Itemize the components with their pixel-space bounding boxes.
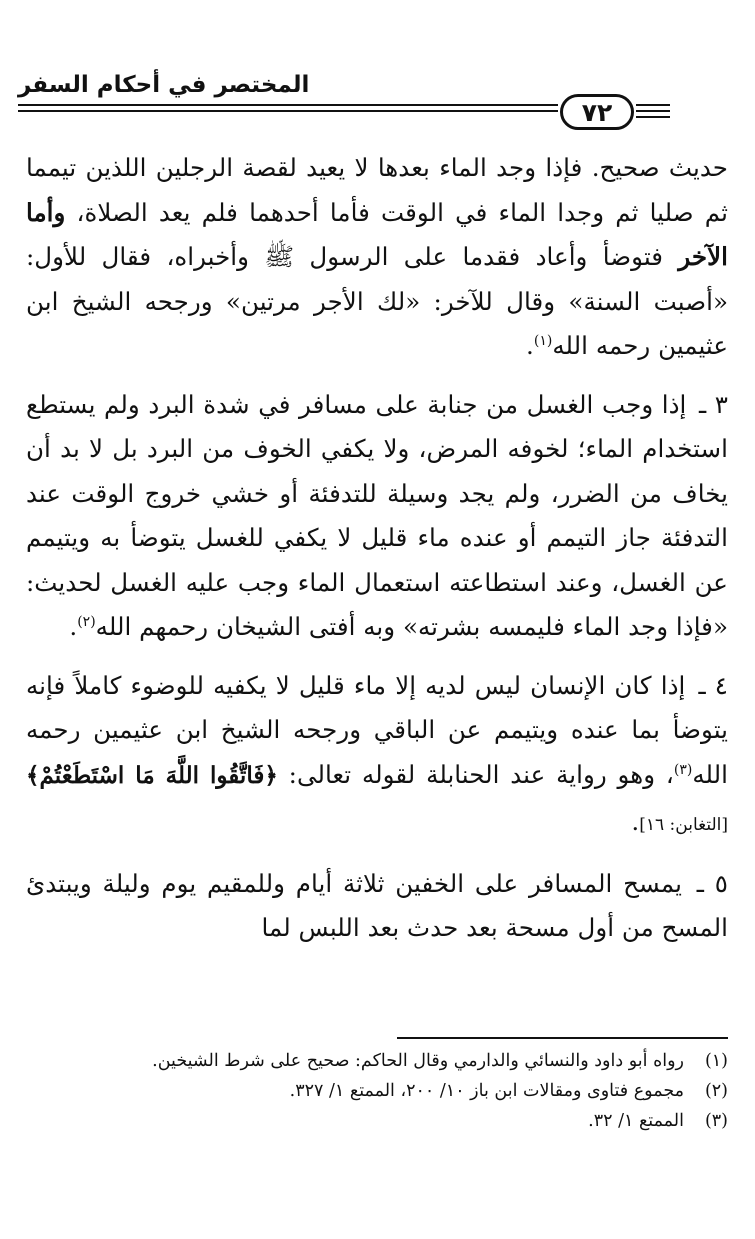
header-rule-bottom-left <box>18 110 558 112</box>
footnote-1 <box>26 1046 728 1076</box>
quran-verse: ﴿فَاتَّقُوا اللَّهَ مَا اسْتَطَعْتُمْ﴾ <box>26 761 278 789</box>
footnote-ref-2: (٢) <box>77 613 96 630</box>
footnote-number: (٣) <box>704 1111 728 1131</box>
paragraph-2-text: إذا وجب الغسل من جنابة على مسافر في شدة البرد ولم يستطع استخدام الماء؛ لخوفه المرض، ولا يكفي الخوف من البرد بل لا بد أن يخاف من الضرر، ولم يجد وسيلة للتدفئة أو خشي خروج الوقت عند التدفئة جاز التيمم أو عنده ماء قليل لا يكفي للغسل يتوضأ به ويتيمم عن الغسل، وعند استطاعته استعمال الماء وجب عليه الغسل لحديث: «فإذا وجد الماء فليمسه بشرته» وبه أفتى الشيخان رحمهم الله <box>26 389 728 641</box>
paragraph-3 <box>26 664 728 848</box>
footnote-text: الممتع ١/ ٣٢. <box>588 1111 684 1131</box>
paragraph-2 <box>26 383 728 650</box>
page-number: ٧٢ <box>560 94 634 130</box>
paragraph-4 <box>26 862 728 951</box>
footnote-number: (٢) <box>704 1081 728 1101</box>
footnote-separator <box>397 1037 728 1039</box>
paragraph-1-end: . <box>526 331 534 360</box>
item-number-4: ٤ ـ <box>698 670 728 700</box>
paragraph-1-text-c: فتوضأ وأعاد فقدما على الرسول ﷺ وأخبراه، فقال للأول: «أصبت السنة» وقال للآخر: «لك الأجر مرتين» ورجحه الشيخ ابن عثيمين رحمه الله <box>26 242 728 360</box>
item-number-3: ٣ ـ <box>699 389 729 419</box>
paragraph-3-text-a: إذا كان الإنسان ليس لديه إلا ماء قليل لا يكفيه للوضوء كاملاً فإنه يتوضأ بما عنده ويتيمم عن الباقي ورجحه الشيخ ابن عثيمين رحمه الله <box>26 670 728 789</box>
header-rule-top-left <box>18 104 558 106</box>
footnote-text: رواه أبو داود والنسائي والدارمي وقال الحاكم: صحيح على شرط الشيخين. <box>152 1051 684 1071</box>
footnote-text: مجموع فتاوى ومقالات ابن باز ١٠/ ٢٠٠، الممتع ١/ ٣٢٧. <box>289 1081 684 1101</box>
footnote-number: (١) <box>704 1051 728 1071</box>
header-rule-third-right <box>636 116 670 118</box>
paragraph-1 <box>26 146 728 369</box>
footnote-2 <box>26 1076 728 1106</box>
footnotes <box>26 1046 728 1136</box>
paragraph-3-text-b: ، وهو رواية عند الحنابلة لقوله تعالى: <box>277 759 674 789</box>
verse-reference: [التغابن: ١٦] <box>639 815 728 835</box>
main-text <box>26 146 728 965</box>
paragraph-1-bold: وأما الآخر <box>26 197 728 271</box>
header-rule-top-right <box>636 104 670 106</box>
footnote-ref-3: (٣) <box>673 761 693 778</box>
paragraph-4-text: يمسح المسافر على الخفين ثلاثة أيام وللمقيم يوم وليلة ويبتدئ المسح من أول مسحة بعد حدث بعد اللبس لما <box>26 868 728 942</box>
item-number-5: ٥ ـ <box>696 868 728 898</box>
footnote-3 <box>26 1106 728 1136</box>
paragraph-1-text-a: حديث صحيح. فإذا وجد الماء بعدها لا يعيد لقصة الرجلين اللذين تيمما ثم صليا ثم وجدا الماء في الوقت فأما أحدهما فلم يعد الصلاة، <box>26 153 728 227</box>
header-rule-bottom-right <box>636 110 670 112</box>
paragraph-3-end: . <box>631 807 640 836</box>
footnote-ref-1: (١) <box>533 332 553 349</box>
paragraph-2-end: . <box>69 612 78 641</box>
book-title: المختصر في أحكام السفر <box>18 72 310 98</box>
